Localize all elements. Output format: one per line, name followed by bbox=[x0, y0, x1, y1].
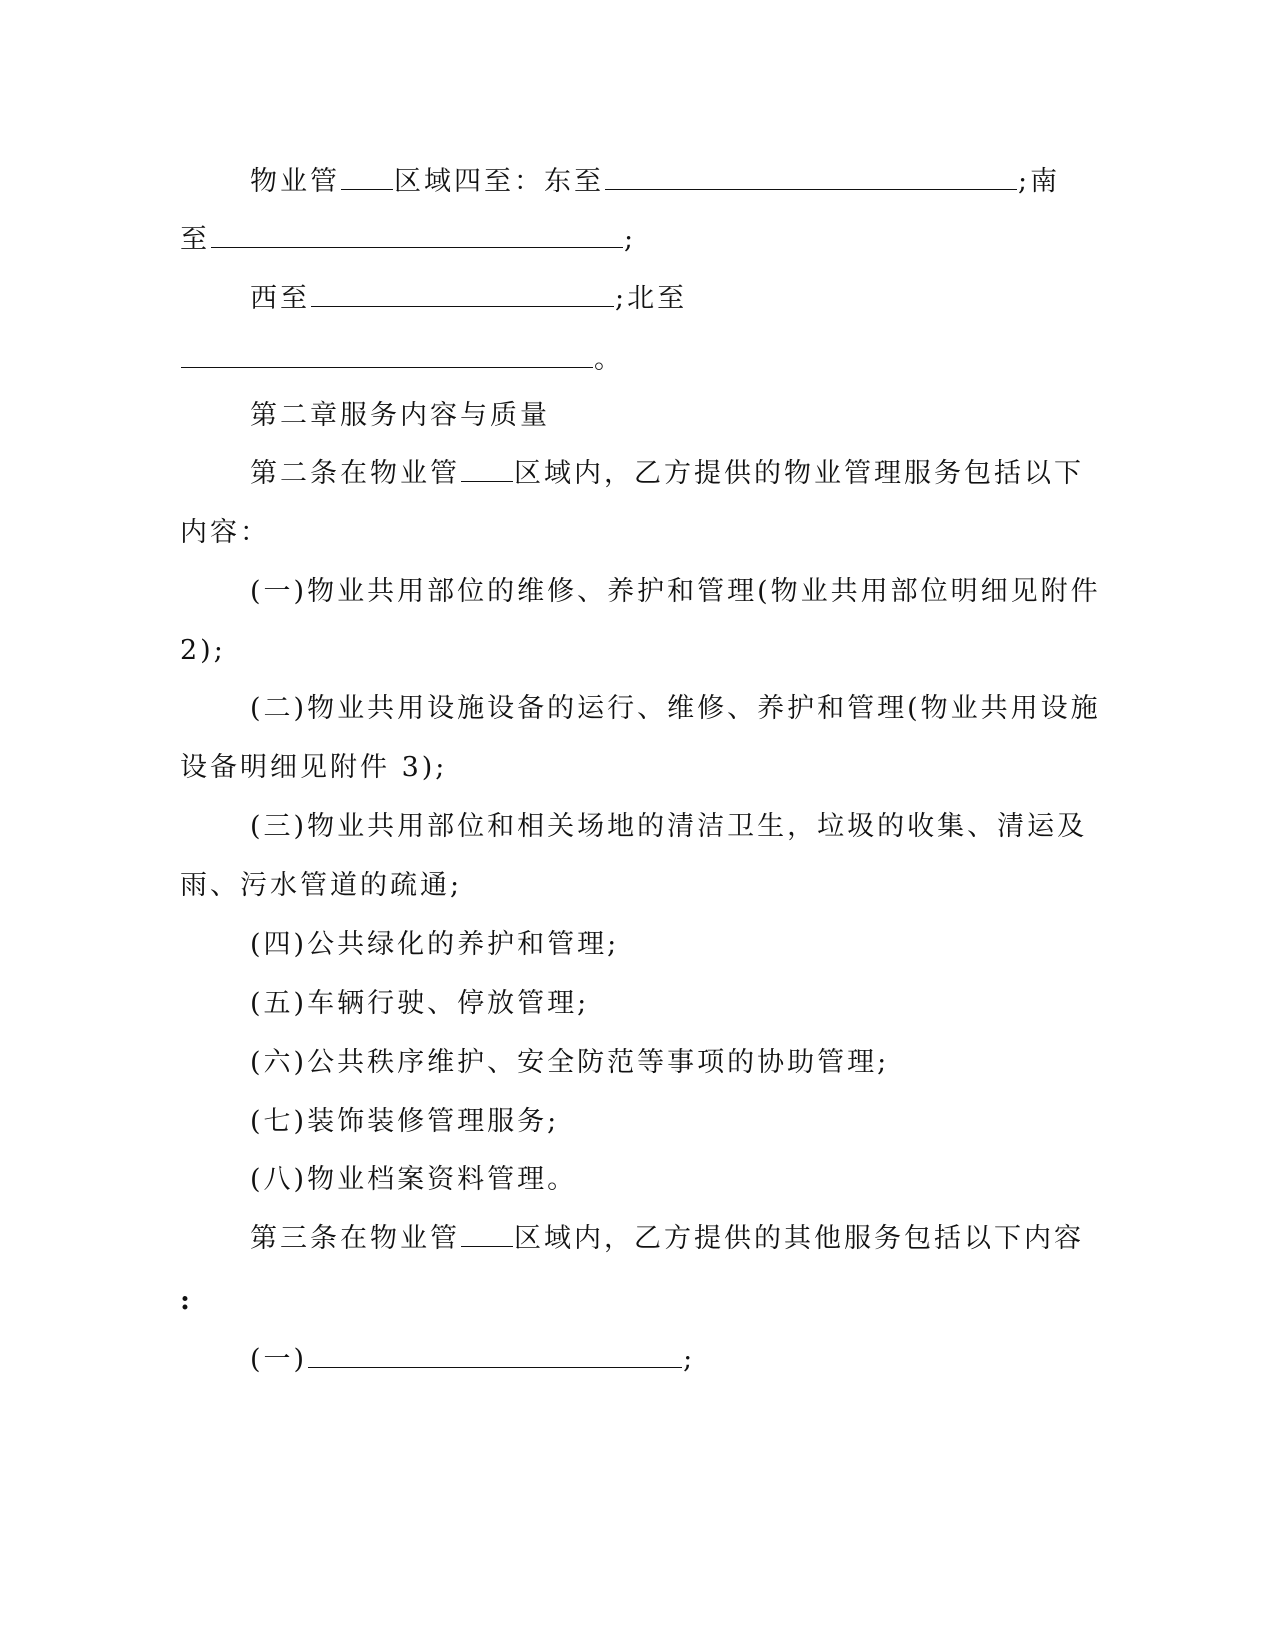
text: ; bbox=[624, 224, 637, 255]
text: 物业管 bbox=[250, 166, 340, 197]
article-2-cont: 内容： bbox=[180, 517, 270, 548]
text: 至 bbox=[180, 224, 210, 255]
text: ;北至 bbox=[615, 283, 688, 314]
chapter-title: 第二章服务内容与质量 bbox=[250, 400, 550, 431]
item-8-line: (八)物业档案资料管理。 bbox=[250, 1164, 578, 1195]
text: 第二条在物业管 bbox=[250, 458, 460, 489]
text: 第三条在物业管 bbox=[250, 1223, 460, 1254]
text: (一) bbox=[250, 1344, 308, 1375]
text: ;南 bbox=[1018, 166, 1061, 197]
article-3-cont: : bbox=[180, 1285, 193, 1316]
boundary-south-line bbox=[180, 220, 636, 260]
text: 区域内，乙方提供的物业管理服务包括以下 bbox=[514, 458, 1084, 489]
text: 区域四至：东至 bbox=[394, 166, 604, 197]
item-1-cont: 2); bbox=[180, 635, 226, 666]
text: 区域内，乙方提供的其他服务包括以下内容 bbox=[514, 1223, 1084, 1254]
boundary-north-line bbox=[180, 340, 624, 380]
text: 。 bbox=[594, 344, 624, 375]
blank-field bbox=[461, 455, 513, 482]
item-2-cont: 设备明细见附件 3); bbox=[180, 752, 448, 783]
item-1-line: (一)物业共用部位的维修、养护和管理(物业共用部位明细见附件 bbox=[250, 576, 1101, 607]
boundary-west-north-line bbox=[250, 279, 687, 319]
text: 西至 bbox=[250, 283, 310, 314]
item-3-cont: 雨、污水管道的疏通; bbox=[180, 870, 463, 901]
item-2-line: (二)物业共用设施设备的运行、维修、养护和管理(物业共用设施 bbox=[250, 693, 1101, 724]
item-4-line: (四)公共绿化的养护和管理; bbox=[250, 929, 620, 960]
blank-field-south bbox=[211, 221, 623, 248]
blank-field bbox=[461, 1220, 513, 1247]
item-3-line: (三)物业共用部位和相关场地的清洁卫生，垃圾的收集、清运及 bbox=[250, 811, 1088, 842]
boundary-east-line bbox=[250, 162, 1060, 202]
item-5-line: (五)车辆行驶、停放管理; bbox=[250, 988, 590, 1019]
item-7-line: (七)装饰装修管理服务; bbox=[250, 1106, 560, 1137]
article-3-line bbox=[250, 1219, 1084, 1259]
blank-field bbox=[341, 163, 393, 190]
blank-field-north bbox=[181, 341, 593, 368]
article-3-item-1 bbox=[250, 1340, 695, 1380]
text: ; bbox=[683, 1344, 696, 1375]
item-6-line: (六)公共秩序维护、安全防范等事项的协助管理; bbox=[250, 1047, 890, 1078]
article-2-line bbox=[250, 454, 1084, 494]
blank-field-east bbox=[605, 163, 1017, 190]
blank-field-west bbox=[311, 280, 614, 307]
blank-field-item-1 bbox=[308, 1341, 682, 1368]
